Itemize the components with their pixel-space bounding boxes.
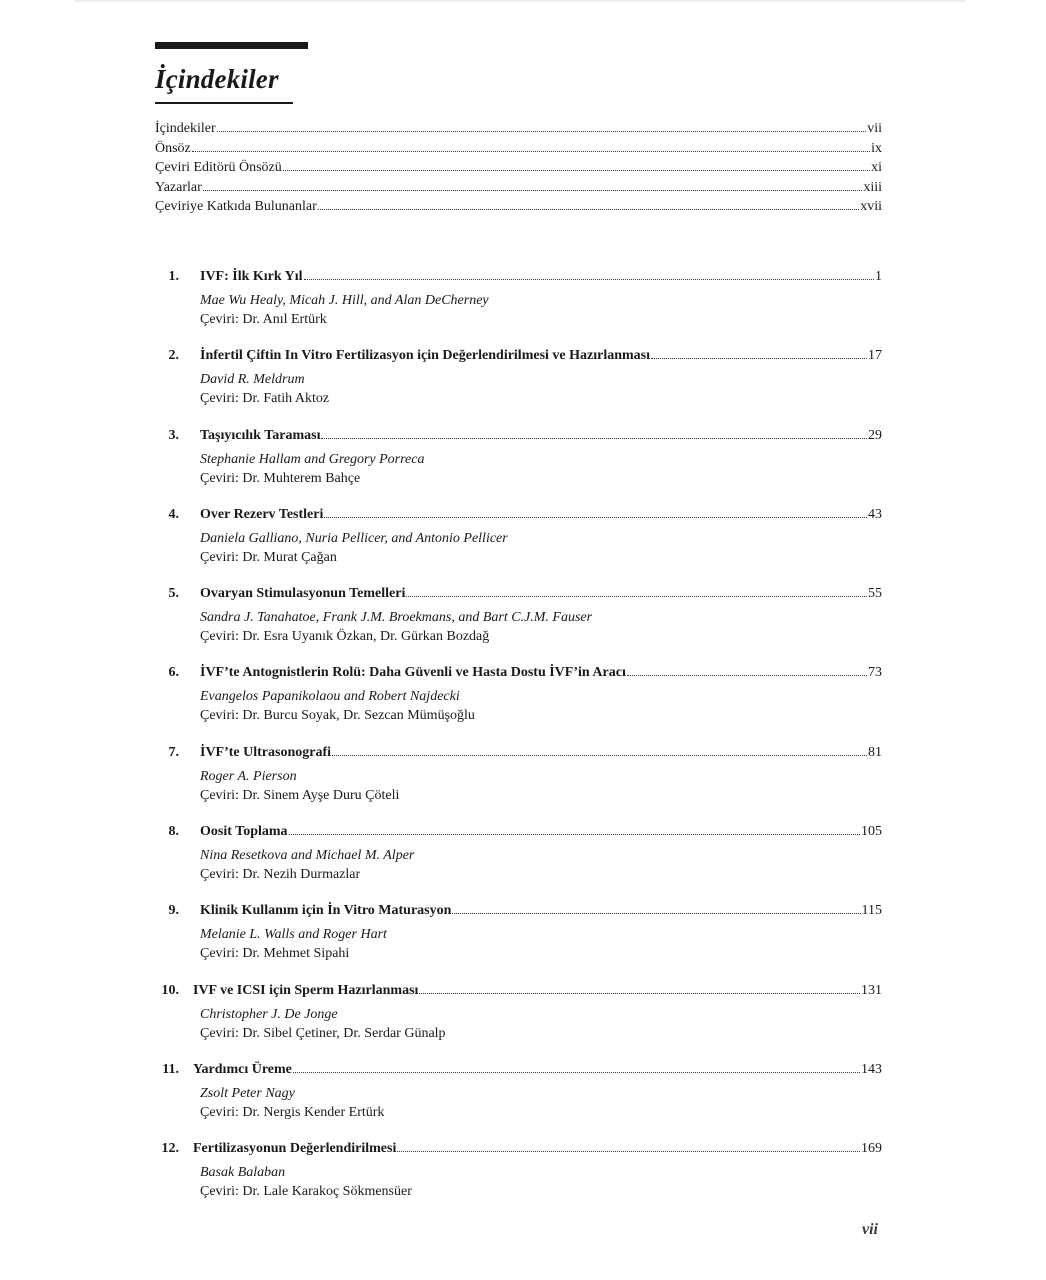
chapter-title-line (200, 821, 882, 843)
chapter-title-line (193, 980, 882, 1002)
chapter-entry[interactable] (155, 742, 882, 821)
front-matter-page: vii (867, 121, 882, 136)
chapter-authors: Stephanie Hallam and Gregory Porreca (200, 451, 425, 467)
chapter-entry[interactable] (155, 821, 882, 900)
chapter-authors: David R. Meldrum (200, 372, 305, 388)
leader-dots (651, 358, 867, 359)
chapter-title: Taşıyıcılık Taraması (200, 427, 321, 443)
top-divider (75, 0, 965, 2)
chapter-title-line (200, 900, 882, 922)
front-matter-label: Çeviri Editörü Önsözü (155, 160, 282, 175)
chapter-title: İnfertil Çiftin In Vitro Fertilizasyon için Değerlendirilmesi ve Hazırlanması (200, 348, 651, 364)
chapter-translator: Çeviri: Dr. Nergis Kender Ertürk (200, 1104, 385, 1120)
chapter-entry[interactable] (155, 345, 882, 424)
chapter-number: 12. (161, 1141, 179, 1157)
chapter-entry[interactable] (155, 1059, 882, 1138)
chapter-number: 1. (168, 269, 179, 284)
chapter-title-line (200, 425, 882, 447)
chapter-title: Over Rezerv Testleri (200, 506, 324, 522)
chapter-entry[interactable] (155, 1138, 882, 1217)
front-matter-item[interactable] (155, 158, 882, 178)
chapter-number: 3. (168, 427, 179, 443)
heading-bar (155, 42, 308, 49)
chapter-translator: Çeviri: Dr. Esra Uyanık Özkan, Dr. Gürkan Bozdağ (200, 629, 490, 645)
chapter-translator: Çeviri: Dr. Burcu Soyak, Dr. Sezcan Mümüşoğlu (200, 708, 475, 724)
leader-dots (203, 190, 863, 191)
front-matter-page: xiii (863, 179, 882, 195)
leader-dots (321, 438, 867, 439)
page-number: vii (862, 1221, 878, 1238)
chapter-title: İVF’te Ultrasonografi (200, 744, 332, 760)
chapter-title-line (193, 1059, 882, 1081)
front-matter-item[interactable] (155, 119, 882, 139)
chapter-entry[interactable] (155, 900, 882, 979)
chapter-translator: Çeviri: Dr. Lale Karakoç Sökmensüer (200, 1184, 412, 1200)
chapter-page: 115 (861, 903, 882, 919)
front-matter-list (155, 119, 882, 217)
chapter-authors: Nina Resetkova and Michael M. Alper (200, 848, 415, 864)
chapter-title-line (200, 583, 882, 605)
chapter-title-line (200, 662, 882, 684)
chapter-authors: Sandra J. Tanahatoe, Frank J.M. Broekmans, and Bart C.J.M. Fauser (200, 610, 593, 626)
chapter-entry[interactable] (155, 980, 882, 1059)
chapter-number: 10. (161, 982, 179, 998)
leader-dots (289, 834, 860, 835)
chapter-title: Klinik Kullanım için İn Vitro Maturasyon (200, 903, 452, 919)
leader-dots (452, 913, 860, 914)
chapter-page: 143 (861, 1061, 882, 1077)
chapter-page: 29 (868, 427, 882, 443)
title-underline (155, 102, 293, 104)
chapter-title-line (200, 266, 882, 288)
chapter-number: 6. (168, 665, 179, 681)
chapter-authors: Evangelos Papanikolaou and Robert Najdecki (200, 689, 460, 705)
front-matter-label: İçindekiler (155, 121, 216, 136)
chapter-page: 17 (868, 348, 882, 364)
chapter-entry[interactable] (155, 266, 882, 345)
chapter-page: 1 (875, 269, 882, 284)
chapter-page: 131 (861, 982, 882, 998)
heading-block (155, 42, 308, 104)
chapter-title-line (193, 1138, 882, 1160)
front-matter-label: Çeviriye Katkıda Bulunanlar (155, 199, 317, 214)
chapter-title: İVF’te Antognistlerin Rolü: Daha Güvenli ve Hasta Dostu İVF’in Aracı (200, 665, 626, 681)
chapter-page: 73 (868, 665, 882, 681)
leader-dots (192, 151, 870, 152)
front-matter-item[interactable] (155, 197, 882, 217)
chapter-number: 8. (168, 824, 179, 840)
chapter-page: 105 (861, 824, 882, 840)
front-matter-page: ix (871, 140, 882, 156)
leader-dots (627, 675, 867, 676)
chapter-title: Ovaryan Stimulasyonun Temelleri (200, 586, 406, 602)
chapter-title-line (200, 504, 882, 526)
front-matter-page: xi (871, 160, 882, 175)
chapter-page: 81 (868, 744, 882, 760)
chapter-translator: Çeviri: Dr. Fatih Aktoz (200, 391, 330, 407)
chapter-entry[interactable] (155, 583, 882, 662)
front-matter-item[interactable] (155, 178, 882, 198)
leader-dots (293, 1072, 860, 1073)
chapter-title-line (200, 345, 882, 367)
leader-dots (283, 170, 870, 171)
chapter-list (155, 266, 882, 1218)
front-matter-label: Yazarlar (155, 179, 202, 195)
leader-dots (318, 209, 859, 210)
leader-dots (406, 596, 867, 597)
leader-dots (419, 993, 860, 994)
leader-dots (324, 517, 867, 518)
chapter-authors: Daniela Galliano, Nuria Pellicer, and Antonio Pellicer (200, 530, 508, 546)
chapter-title: IVF: İlk Kırk Yıl (200, 269, 303, 284)
chapter-number: 9. (168, 903, 179, 919)
chapter-title: Yardımcı Üreme (193, 1061, 292, 1077)
chapter-page: 169 (861, 1141, 882, 1157)
leader-dots (217, 131, 867, 132)
chapter-translator: Çeviri: Dr. Sinem Ayşe Duru Çöteli (200, 787, 400, 803)
front-matter-page: xvii (860, 199, 882, 214)
leader-dots (397, 1151, 860, 1152)
chapter-authors: Melanie L. Walls and Roger Hart (200, 927, 387, 943)
chapter-number: 11. (162, 1061, 179, 1077)
chapter-translator: Çeviri: Dr. Mehmet Sipahi (200, 946, 350, 962)
chapter-number: 7. (168, 744, 179, 760)
chapter-translator: Çeviri: Dr. Anıl Ertürk (200, 312, 327, 327)
chapter-translator: Çeviri: Dr. Sibel Çetiner, Dr. Serdar Günalp (200, 1025, 446, 1041)
chapter-translator: Çeviri: Dr. Muhterem Bahçe (200, 470, 361, 486)
chapter-translator: Çeviri: Dr. Nezih Durmazlar (200, 867, 361, 883)
chapter-number: 5. (168, 586, 179, 602)
chapter-entry[interactable] (155, 662, 882, 741)
chapter-title: Fertilizasyonun Değerlendirilmesi (193, 1141, 397, 1157)
chapter-number: 2. (168, 348, 179, 364)
chapter-number: 4. (168, 506, 179, 522)
chapter-page: 43 (868, 506, 882, 522)
chapter-authors: Basak Balaban (200, 1165, 286, 1181)
front-matter-label: Önsöz (155, 140, 191, 156)
leader-dots (332, 755, 867, 756)
chapter-title-line (200, 742, 882, 764)
chapter-authors: Zsolt Peter Nagy (200, 1085, 295, 1101)
chapter-page: 55 (868, 586, 882, 602)
chapter-title: Oosit Toplama (200, 824, 288, 840)
leader-dots (304, 279, 874, 280)
chapter-authors: Christopher J. De Jonge (200, 1006, 338, 1022)
chapter-translator: Çeviri: Dr. Murat Çağan (200, 549, 337, 565)
chapter-authors: Roger A. Pierson (200, 768, 297, 784)
chapter-authors: Mae Wu Healy, Micah J. Hill, and Alan DeCherney (200, 293, 489, 308)
chapter-entry[interactable] (155, 425, 882, 504)
page-title: İçindekiler (155, 64, 279, 94)
front-matter-item[interactable] (155, 139, 882, 159)
chapter-title: IVF ve ICSI için Sperm Hazırlanması (193, 982, 419, 998)
chapter-entry[interactable] (155, 504, 882, 583)
